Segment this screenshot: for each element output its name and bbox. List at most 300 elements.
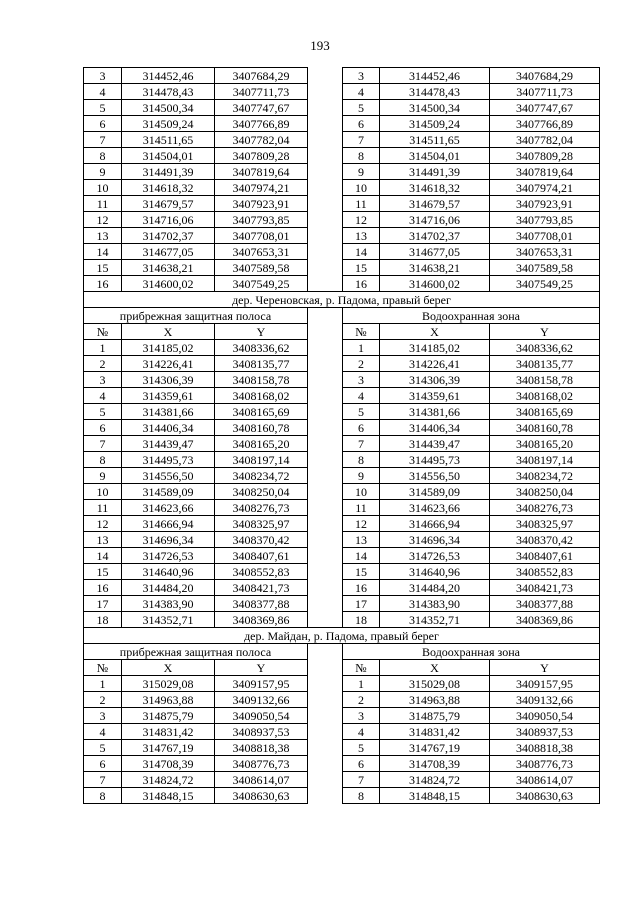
- x-coordinate: 314495,73: [122, 452, 215, 468]
- point-number: 4: [84, 388, 122, 404]
- x-coordinate: 314638,21: [380, 260, 490, 276]
- x-coordinate: 314666,94: [122, 516, 215, 532]
- point-number: 17: [343, 596, 380, 612]
- column-gap: [308, 660, 343, 676]
- point-number: 2: [343, 356, 380, 372]
- y-coordinate: 3408776,73: [215, 756, 308, 772]
- x-coordinate: 314452,46: [380, 68, 490, 84]
- table-row: [84, 516, 600, 532]
- point-number: 9: [343, 164, 380, 180]
- y-coordinate: 3408630,63: [490, 788, 600, 804]
- section-title-row: [84, 628, 600, 644]
- table-row: [84, 212, 600, 228]
- point-number: 18: [343, 612, 380, 628]
- point-number: 14: [343, 548, 380, 564]
- number-header: №: [343, 324, 380, 340]
- point-number: 3: [343, 372, 380, 388]
- y-coordinate: 3408370,42: [490, 532, 600, 548]
- table-row: [84, 452, 600, 468]
- x-coordinate: 314875,79: [380, 708, 490, 724]
- x-coordinate: 314589,09: [380, 484, 490, 500]
- table-row: [84, 388, 600, 404]
- x-coordinate: 314556,50: [380, 468, 490, 484]
- x-coordinate: 314511,65: [122, 132, 215, 148]
- y-header: Y: [490, 324, 600, 340]
- point-number: 8: [84, 452, 122, 468]
- coordinates-table: [83, 67, 600, 804]
- point-number: 13: [343, 532, 380, 548]
- point-number: 6: [84, 420, 122, 436]
- y-coordinate: 3407589,58: [490, 260, 600, 276]
- point-number: 11: [343, 196, 380, 212]
- y-coordinate: 3407809,28: [490, 148, 600, 164]
- table-row: [84, 708, 600, 724]
- x-coordinate: 314767,19: [380, 740, 490, 756]
- point-number: 8: [343, 452, 380, 468]
- point-number: 12: [84, 212, 122, 228]
- y-coordinate: 3408276,73: [490, 500, 600, 516]
- x-coordinate: 314716,06: [122, 212, 215, 228]
- x-coordinate: 314504,01: [122, 148, 215, 164]
- x-coordinate: 314306,39: [122, 372, 215, 388]
- column-gap: [308, 676, 343, 692]
- column-gap: [308, 532, 343, 548]
- table-row: [84, 244, 600, 260]
- point-number: 5: [343, 740, 380, 756]
- y-coordinate: 3407684,29: [215, 68, 308, 84]
- point-number: 6: [84, 116, 122, 132]
- point-number: 9: [84, 468, 122, 484]
- y-coordinate: 3407793,85: [490, 212, 600, 228]
- point-number: 16: [84, 580, 122, 596]
- point-number: 10: [84, 484, 122, 500]
- x-coordinate: 314383,90: [122, 596, 215, 612]
- y-coordinate: 3407653,31: [215, 244, 308, 260]
- point-number: 4: [84, 84, 122, 100]
- table-row: [84, 532, 600, 548]
- point-number: 5: [343, 100, 380, 116]
- column-gap: [308, 340, 343, 356]
- x-coordinate: 314623,66: [380, 500, 490, 516]
- y-coordinate: 3408552,83: [215, 564, 308, 580]
- y-coordinate: 3407974,21: [215, 180, 308, 196]
- y-header: Y: [215, 660, 308, 676]
- point-number: 5: [84, 740, 122, 756]
- y-coordinate: 3407708,01: [215, 228, 308, 244]
- x-coordinate: 314831,42: [122, 724, 215, 740]
- x-coordinate: 314600,02: [122, 276, 215, 292]
- x-coordinate: 314439,47: [122, 436, 215, 452]
- point-number: 15: [343, 260, 380, 276]
- table-row: [84, 548, 600, 564]
- y-coordinate: 3408377,88: [215, 596, 308, 612]
- table-row: [84, 116, 600, 132]
- x-coordinate: 314848,15: [122, 788, 215, 804]
- x-coordinate: 314226,41: [122, 356, 215, 372]
- coastal-strip-header: прибрежная защитная полоса: [84, 308, 308, 324]
- point-number: 3: [343, 68, 380, 84]
- x-coordinate: 314640,96: [380, 564, 490, 580]
- point-number: 8: [84, 148, 122, 164]
- point-number: 10: [343, 180, 380, 196]
- point-number: 12: [343, 212, 380, 228]
- column-gap: [308, 228, 343, 244]
- column-gap: [308, 516, 343, 532]
- point-number: 9: [84, 164, 122, 180]
- section-title: дер. Череновская, р. Падома, правый берег: [84, 292, 600, 308]
- point-number: 6: [343, 420, 380, 436]
- column-gap: [308, 436, 343, 452]
- y-coordinate: 3408369,86: [215, 612, 308, 628]
- x-coordinate: 314638,21: [122, 260, 215, 276]
- y-coordinate: 3408325,97: [215, 516, 308, 532]
- table-row: [84, 420, 600, 436]
- x-coordinate: 314406,34: [380, 420, 490, 436]
- column-gap: [308, 724, 343, 740]
- table-row: [84, 372, 600, 388]
- table-row: [84, 164, 600, 180]
- point-number: 2: [84, 356, 122, 372]
- x-coordinate: 314679,57: [380, 196, 490, 212]
- y-coordinate: 3407923,91: [215, 196, 308, 212]
- point-number: 16: [343, 580, 380, 596]
- column-gap: [308, 388, 343, 404]
- point-number: 8: [343, 148, 380, 164]
- table-row: [84, 676, 600, 692]
- y-coordinate: 3408158,78: [490, 372, 600, 388]
- y-coordinate: 3408421,73: [490, 580, 600, 596]
- point-number: 4: [343, 388, 380, 404]
- x-coordinate: 314708,39: [380, 756, 490, 772]
- x-coordinate: 314226,41: [380, 356, 490, 372]
- column-gap: [308, 756, 343, 772]
- x-coordinate: 314478,43: [380, 84, 490, 100]
- y-coordinate: 3407793,85: [215, 212, 308, 228]
- table-row: [84, 228, 600, 244]
- y-coordinate: 3407711,73: [215, 84, 308, 100]
- column-gap: [308, 788, 343, 804]
- point-number: 16: [343, 276, 380, 292]
- point-number: 4: [343, 724, 380, 740]
- x-header: X: [380, 324, 490, 340]
- point-number: 1: [343, 340, 380, 356]
- table-row: [84, 180, 600, 196]
- table-row: [84, 68, 600, 84]
- x-coordinate: 314478,43: [122, 84, 215, 100]
- table-row: [84, 132, 600, 148]
- table-row: [84, 484, 600, 500]
- column-gap: [308, 372, 343, 388]
- x-coordinate: 314491,39: [122, 164, 215, 180]
- column-gap: [308, 548, 343, 564]
- y-coordinate: 3408377,88: [490, 596, 600, 612]
- point-number: 7: [343, 772, 380, 788]
- y-coordinate: 3408135,77: [490, 356, 600, 372]
- x-coordinate: 314500,34: [380, 100, 490, 116]
- point-number: 5: [84, 404, 122, 420]
- y-coordinate: 3409132,66: [490, 692, 600, 708]
- column-gap: [308, 308, 343, 324]
- x-coordinate: 314677,05: [380, 244, 490, 260]
- x-coordinate: 314352,71: [380, 612, 490, 628]
- y-coordinate: 3409132,66: [215, 692, 308, 708]
- y-coordinate: 3408325,97: [490, 516, 600, 532]
- y-coordinate: 3408165,69: [490, 404, 600, 420]
- x-coordinate: 314500,34: [122, 100, 215, 116]
- point-number: 12: [343, 516, 380, 532]
- column-gap: [308, 356, 343, 372]
- x-coordinate: 315029,08: [380, 676, 490, 692]
- y-coordinate: 3408250,04: [490, 484, 600, 500]
- y-coordinate: 3408369,86: [490, 612, 600, 628]
- y-coordinate: 3408336,62: [490, 340, 600, 356]
- x-coordinate: 314359,61: [380, 388, 490, 404]
- x-coordinate: 314666,94: [380, 516, 490, 532]
- y-coordinate: 3408168,02: [215, 388, 308, 404]
- point-number: 3: [84, 372, 122, 388]
- point-number: 7: [343, 132, 380, 148]
- column-gap: [308, 68, 343, 84]
- table-row: [84, 260, 600, 276]
- y-coordinate: 3408614,07: [215, 772, 308, 788]
- table-row: [84, 612, 600, 628]
- x-coordinate: 314509,24: [122, 116, 215, 132]
- zone-header-row: [84, 308, 600, 324]
- x-coordinate: 314484,20: [122, 580, 215, 596]
- point-number: 3: [84, 708, 122, 724]
- column-gap: [308, 260, 343, 276]
- x-coordinate: 314439,47: [380, 436, 490, 452]
- column-gap: [308, 484, 343, 500]
- y-coordinate: 3408407,61: [490, 548, 600, 564]
- y-coordinate: 3408165,69: [215, 404, 308, 420]
- y-header: Y: [215, 324, 308, 340]
- point-number: 14: [84, 244, 122, 260]
- point-number: 15: [343, 564, 380, 580]
- x-coordinate: 314600,02: [380, 276, 490, 292]
- table-row: [84, 580, 600, 596]
- x-coordinate: 314848,15: [380, 788, 490, 804]
- point-number: 15: [84, 260, 122, 276]
- column-gap: [308, 404, 343, 420]
- table-row: [84, 340, 600, 356]
- column-gap: [308, 100, 343, 116]
- point-number: 7: [84, 132, 122, 148]
- x-header: X: [122, 660, 215, 676]
- x-coordinate: 314484,20: [380, 580, 490, 596]
- point-number: 1: [343, 676, 380, 692]
- y-coordinate: 3407809,28: [215, 148, 308, 164]
- y-coordinate: 3408276,73: [215, 500, 308, 516]
- x-header: X: [380, 660, 490, 676]
- y-coordinate: 3408370,42: [215, 532, 308, 548]
- y-coordinate: 3407819,64: [215, 164, 308, 180]
- x-coordinate: 314383,90: [380, 596, 490, 612]
- y-coordinate: 3408421,73: [215, 580, 308, 596]
- y-coordinate: 3408937,53: [215, 724, 308, 740]
- y-coordinate: 3408614,07: [490, 772, 600, 788]
- x-coordinate: 314708,39: [122, 756, 215, 772]
- column-gap: [308, 132, 343, 148]
- point-number: 1: [84, 340, 122, 356]
- point-number: 9: [343, 468, 380, 484]
- table-row: [84, 148, 600, 164]
- y-coordinate: 3408818,38: [215, 740, 308, 756]
- y-coordinate: 3408197,14: [215, 452, 308, 468]
- y-coordinate: 3407819,64: [490, 164, 600, 180]
- column-gap: [308, 420, 343, 436]
- column-gap: [308, 116, 343, 132]
- y-coordinate: 3408135,77: [215, 356, 308, 372]
- table-row: [84, 788, 600, 804]
- y-coordinate: 3409157,95: [490, 676, 600, 692]
- point-number: 17: [84, 596, 122, 612]
- table-row: [84, 196, 600, 212]
- x-coordinate: 314495,73: [380, 452, 490, 468]
- x-coordinate: 314679,57: [122, 196, 215, 212]
- point-number: 8: [343, 788, 380, 804]
- y-coordinate: 3407747,67: [490, 100, 600, 116]
- point-number: 2: [84, 692, 122, 708]
- y-header: Y: [490, 660, 600, 676]
- point-number: 7: [84, 772, 122, 788]
- y-coordinate: 3408158,78: [215, 372, 308, 388]
- x-coordinate: 314618,32: [122, 180, 215, 196]
- water-protection-zone-header: Водоохранная зона: [343, 644, 600, 660]
- table-row: [84, 356, 600, 372]
- x-coordinate: 314963,88: [122, 692, 215, 708]
- table-row: [84, 772, 600, 788]
- column-gap: [308, 500, 343, 516]
- y-coordinate: 3408407,61: [215, 548, 308, 564]
- column-gap: [308, 276, 343, 292]
- column-gap: [308, 596, 343, 612]
- point-number: 1: [84, 676, 122, 692]
- point-number: 5: [84, 100, 122, 116]
- number-header: №: [343, 660, 380, 676]
- point-number: 14: [84, 548, 122, 564]
- x-coordinate: 314824,72: [380, 772, 490, 788]
- y-coordinate: 3407766,89: [490, 116, 600, 132]
- y-coordinate: 3408250,04: [215, 484, 308, 500]
- coastal-strip-header: прибрежная защитная полоса: [84, 644, 308, 660]
- y-coordinate: 3409050,54: [490, 708, 600, 724]
- column-gap: [308, 564, 343, 580]
- column-gap: [308, 612, 343, 628]
- y-coordinate: 3407549,25: [215, 276, 308, 292]
- section-title-row: [84, 292, 600, 308]
- zone-header-row: [84, 644, 600, 660]
- point-number: 5: [343, 404, 380, 420]
- table-row: [84, 724, 600, 740]
- x-coordinate: 314702,37: [122, 228, 215, 244]
- table-row: [84, 276, 600, 292]
- x-coordinate: 315029,08: [122, 676, 215, 692]
- x-coordinate: 314509,24: [380, 116, 490, 132]
- y-coordinate: 3407974,21: [490, 180, 600, 196]
- y-coordinate: 3408165,20: [215, 436, 308, 452]
- x-coordinate: 314716,06: [380, 212, 490, 228]
- x-coordinate: 314556,50: [122, 468, 215, 484]
- x-coordinate: 314185,02: [122, 340, 215, 356]
- table-row: [84, 756, 600, 772]
- y-coordinate: 3407589,58: [215, 260, 308, 276]
- y-coordinate: 3408937,53: [490, 724, 600, 740]
- x-coordinate: 314185,02: [380, 340, 490, 356]
- y-coordinate: 3408165,20: [490, 436, 600, 452]
- y-coordinate: 3408160,78: [215, 420, 308, 436]
- column-gap: [308, 148, 343, 164]
- point-number: 14: [343, 244, 380, 260]
- table-row: [84, 596, 600, 612]
- y-coordinate: 3408197,14: [490, 452, 600, 468]
- number-header: №: [84, 324, 122, 340]
- y-coordinate: 3409050,54: [215, 708, 308, 724]
- x-coordinate: 314640,96: [122, 564, 215, 580]
- point-number: 6: [343, 116, 380, 132]
- column-header-row: [84, 660, 600, 676]
- x-coordinate: 314491,39: [380, 164, 490, 180]
- y-coordinate: 3408160,78: [490, 420, 600, 436]
- point-number: 3: [84, 68, 122, 84]
- column-gap: [308, 164, 343, 180]
- point-number: 4: [84, 724, 122, 740]
- y-coordinate: 3407708,01: [490, 228, 600, 244]
- x-coordinate: 314824,72: [122, 772, 215, 788]
- point-number: 6: [84, 756, 122, 772]
- y-coordinate: 3408776,73: [490, 756, 600, 772]
- x-coordinate: 314696,34: [122, 532, 215, 548]
- y-coordinate: 3407782,04: [215, 132, 308, 148]
- point-number: 16: [84, 276, 122, 292]
- x-coordinate: 314352,71: [122, 612, 215, 628]
- y-coordinate: 3407549,25: [490, 276, 600, 292]
- x-coordinate: 314511,65: [380, 132, 490, 148]
- point-number: 3: [343, 708, 380, 724]
- table-row: [84, 84, 600, 100]
- table-row: [84, 404, 600, 420]
- x-header: X: [122, 324, 215, 340]
- x-coordinate: 314623,66: [122, 500, 215, 516]
- water-protection-zone-header: Водоохранная зона: [343, 308, 600, 324]
- column-gap: [308, 708, 343, 724]
- x-coordinate: 314504,01: [380, 148, 490, 164]
- column-gap: [308, 244, 343, 260]
- x-coordinate: 314677,05: [122, 244, 215, 260]
- column-gap: [308, 740, 343, 756]
- y-coordinate: 3408552,83: [490, 564, 600, 580]
- point-number: 18: [84, 612, 122, 628]
- y-coordinate: 3409157,95: [215, 676, 308, 692]
- point-number: 10: [343, 484, 380, 500]
- section-title: дер. Майдан, р. Падома, правый берег: [84, 628, 600, 644]
- x-coordinate: 314726,53: [380, 548, 490, 564]
- x-coordinate: 314963,88: [380, 692, 490, 708]
- column-gap: [308, 324, 343, 340]
- point-number: 7: [343, 436, 380, 452]
- x-coordinate: 314589,09: [122, 484, 215, 500]
- table-row: [84, 100, 600, 116]
- point-number: 11: [343, 500, 380, 516]
- y-coordinate: 3408630,63: [215, 788, 308, 804]
- point-number: 6: [343, 756, 380, 772]
- y-coordinate: 3407653,31: [490, 244, 600, 260]
- point-number: 15: [84, 564, 122, 580]
- x-coordinate: 314831,42: [380, 724, 490, 740]
- table-row: [84, 468, 600, 484]
- column-gap: [308, 196, 343, 212]
- column-gap: [308, 180, 343, 196]
